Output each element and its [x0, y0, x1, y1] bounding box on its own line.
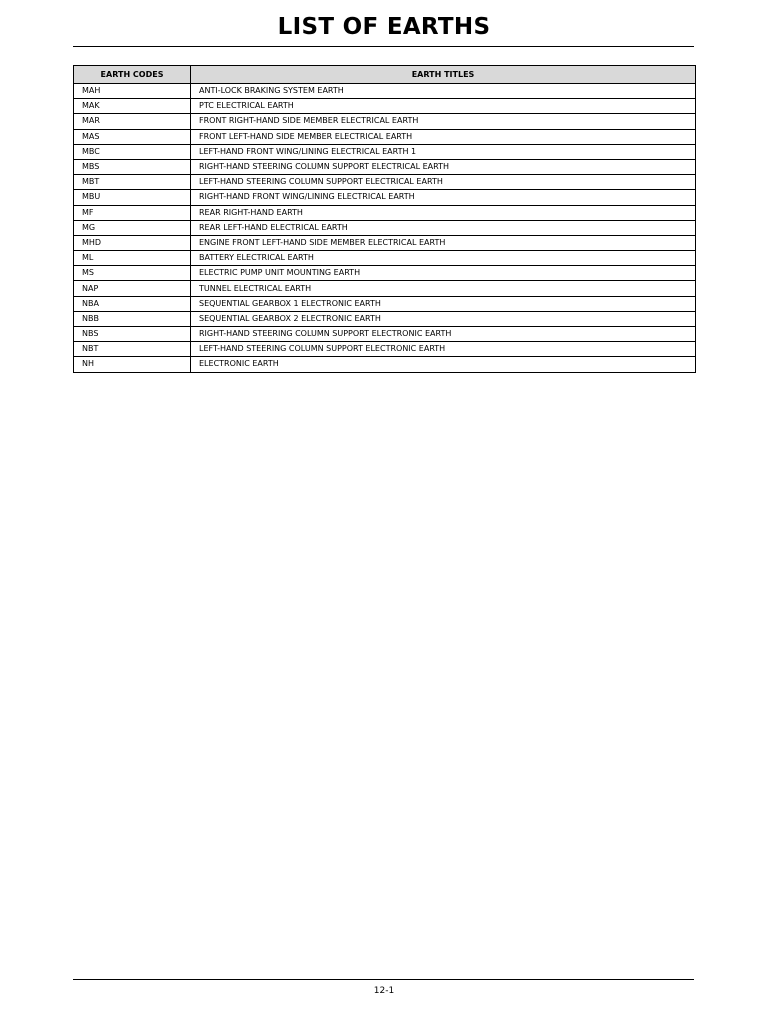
earth-title-cell: ELECTRONIC EARTH	[191, 357, 696, 372]
table-row	[74, 281, 696, 296]
earth-code-cell: MG	[74, 220, 191, 235]
earth-title-cell: LEFT-HAND FRONT WING/LINING ELECTRICAL EARTH 1	[191, 144, 696, 159]
table-header-row	[74, 66, 696, 84]
earth-code-cell: NBB	[74, 311, 191, 326]
earth-title-cell: SEQUENTIAL GEARBOX 1 ELECTRONIC EARTH	[191, 296, 696, 311]
earth-code-cell: MS	[74, 266, 191, 281]
table-body	[74, 84, 696, 373]
earth-code-cell: MAH	[74, 84, 191, 99]
footer-divider	[73, 979, 694, 980]
earth-code-cell: MHD	[74, 235, 191, 250]
earth-code-cell: MF	[74, 205, 191, 220]
earth-title-cell: TUNNEL ELECTRICAL EARTH	[191, 281, 696, 296]
earth-title-cell: ANTI-LOCK BRAKING SYSTEM EARTH	[191, 84, 696, 99]
earth-code-cell: MBU	[74, 190, 191, 205]
earth-title-cell: REAR LEFT-HAND ELECTRICAL EARTH	[191, 220, 696, 235]
earth-code-cell: MAS	[74, 129, 191, 144]
table-row	[74, 129, 696, 144]
earth-code-cell: MBT	[74, 175, 191, 190]
table-row	[74, 235, 696, 250]
table-row	[74, 327, 696, 342]
table-row	[74, 159, 696, 174]
earth-code-cell: NBT	[74, 342, 191, 357]
table-row	[74, 205, 696, 220]
earth-code-cell: NAP	[74, 281, 191, 296]
earth-title-cell: BATTERY ELECTRICAL EARTH	[191, 251, 696, 266]
table-row	[74, 296, 696, 311]
table-row	[74, 342, 696, 357]
earth-title-cell: ELECTRIC PUMP UNIT MOUNTING EARTH	[191, 266, 696, 281]
table-row	[74, 144, 696, 159]
earth-code-cell: MAR	[74, 114, 191, 129]
earth-code-cell: NBA	[74, 296, 191, 311]
title-divider	[73, 46, 694, 47]
earth-title-cell: RIGHT-HAND STEERING COLUMN SUPPORT ELECTRICAL EARTH	[191, 159, 696, 174]
earth-title-cell: SEQUENTIAL GEARBOX 2 ELECTRONIC EARTH	[191, 311, 696, 326]
table-row	[74, 251, 696, 266]
column-header-earth-titles: EARTH TITLES	[191, 66, 696, 84]
table-row	[74, 357, 696, 372]
earths-table	[73, 65, 696, 373]
page-number: 12-1	[373, 986, 395, 996]
page-title: LIST OF EARTHS	[277, 14, 491, 40]
table-row	[74, 190, 696, 205]
column-header-earth-codes: EARTH CODES	[74, 66, 191, 84]
earth-title-cell: RIGHT-HAND STEERING COLUMN SUPPORT ELECTRONIC EARTH	[191, 327, 696, 342]
table-row	[74, 311, 696, 326]
earth-code-cell: ML	[74, 251, 191, 266]
table-row	[74, 84, 696, 99]
earth-title-cell: LEFT-HAND STEERING COLUMN SUPPORT ELECTRONIC EARTH	[191, 342, 696, 357]
earth-title-cell: LEFT-HAND STEERING COLUMN SUPPORT ELECTRICAL EARTH	[191, 175, 696, 190]
earth-title-cell: FRONT RIGHT-HAND SIDE MEMBER ELECTRICAL EARTH	[191, 114, 696, 129]
earth-code-cell: NBS	[74, 327, 191, 342]
earth-code-cell: MBS	[74, 159, 191, 174]
earth-title-cell: FRONT LEFT-HAND SIDE MEMBER ELECTRICAL EARTH	[191, 129, 696, 144]
earth-title-cell: REAR RIGHT-HAND EARTH	[191, 205, 696, 220]
earth-title-cell: ENGINE FRONT LEFT-HAND SIDE MEMBER ELECTRICAL EARTH	[191, 235, 696, 250]
table-row	[74, 175, 696, 190]
table-row	[74, 99, 696, 114]
earth-title-cell: RIGHT-HAND FRONT WING/LINING ELECTRICAL EARTH	[191, 190, 696, 205]
earth-title-cell: PTC ELECTRICAL EARTH	[191, 99, 696, 114]
table-row	[74, 114, 696, 129]
earth-code-cell: MAK	[74, 99, 191, 114]
earth-code-cell: MBC	[74, 144, 191, 159]
table-row	[74, 220, 696, 235]
table-row	[74, 266, 696, 281]
earth-code-cell: NH	[74, 357, 191, 372]
